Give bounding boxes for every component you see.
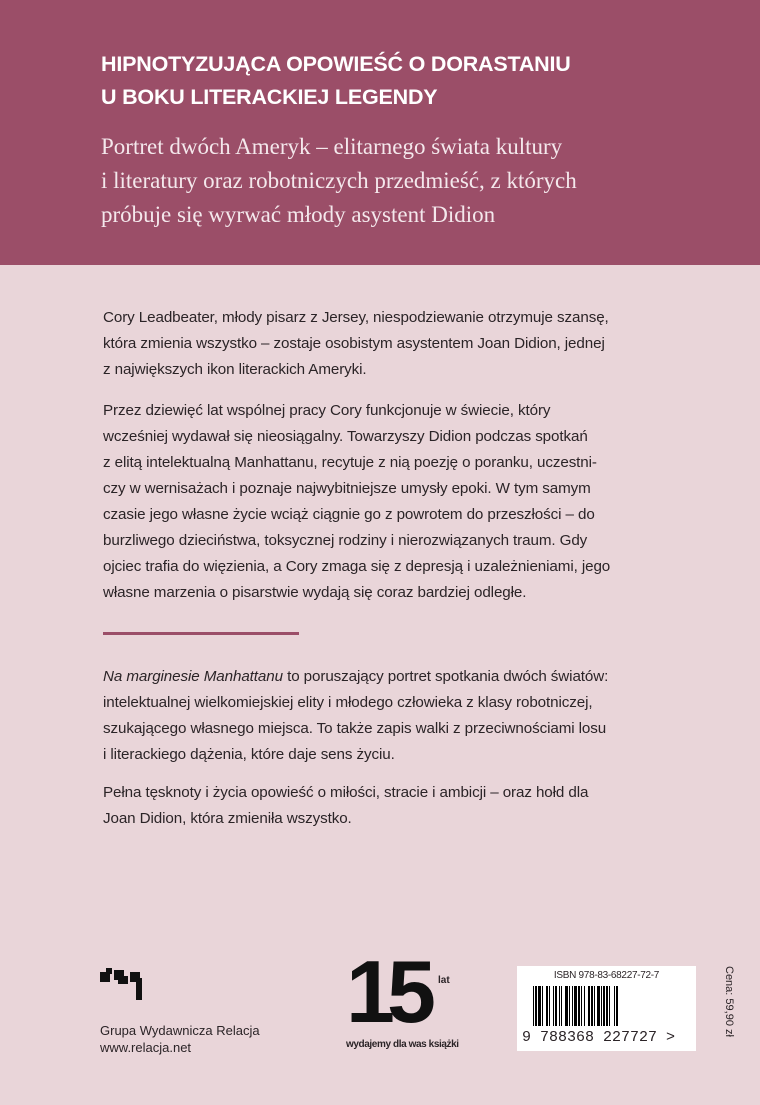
price: Cena: 59,90 zł xyxy=(723,966,735,1037)
anniversary-number: 15 xyxy=(346,942,428,1041)
text-line: z największych ikon literackich Ameryki. xyxy=(103,361,367,378)
paragraph-1 xyxy=(103,305,609,383)
text-line: Przez dziewięć lat wspólnej pracy Cory funkcjonuje w świecie, który xyxy=(103,402,551,419)
subtitle-line: i literatury oraz robotniczych przedmieść, z których xyxy=(101,168,577,193)
text-line: wcześniej wydawał się nieosiągalny. Towarzyszy Didion podczas spotkań xyxy=(103,428,588,445)
text-line: ojciec trafia do więzienia, a Cory zmaga się z depresją i uzależnieniami, jego xyxy=(103,558,611,575)
isbn-text: ISBN 978-83-68227-72-7 xyxy=(553,970,660,981)
publisher-name: Grupa Wydawnicza Relacja xyxy=(100,1023,260,1038)
text-line: Cory Leadbeater, młody pisarz z Jersey, niespodziewanie otrzymuje szansę, xyxy=(103,309,609,326)
paragraph-4 xyxy=(103,780,588,832)
text-line: burzliwego dzieciństwa, toksycznej rodziny i nierozwiązanych traum. Gdy xyxy=(103,532,588,549)
publisher-website: www.relacja.net xyxy=(100,1040,192,1055)
book-title: Na marginesie Manhattanu xyxy=(103,668,283,685)
text-line: Pełna tęsknoty i życia opowieść o miłości, stracie i ambicji – oraz hołd dla xyxy=(103,784,589,801)
text-line: własne marzenia o pisarstwie wydają się coraz bardziej odległe. xyxy=(103,584,527,601)
publisher-info xyxy=(100,1022,260,1056)
barcode-bar xyxy=(618,986,620,1026)
subtitle-line: próbuje się wyrwać młody asystent Didion xyxy=(101,202,496,227)
text-line: która zmienia wszystko – zostaje osobistym asystentem Joan Didion, jednej xyxy=(103,335,605,352)
publisher-logo-icon xyxy=(100,968,148,1002)
isbn-barcode xyxy=(517,966,696,1051)
barcode-digits: 9 788368 227727 > xyxy=(522,1029,676,1046)
text-line: intelektualnej wielkomiejskiej elity i młodego człowieka z klasy robotniczej, xyxy=(103,694,593,711)
text-line: czasie jego własne życie wciąż ciągnie go z powrotem do przeszłości – do xyxy=(103,506,595,523)
text-line: Joan Didion, która zmieniła wszystko. xyxy=(103,810,352,827)
text-line: z elitą intelektualną Manhattanu, recytuje z nią poezję o poranku, uczestni- xyxy=(103,454,597,471)
barcode-bars xyxy=(533,986,620,1026)
subtitle xyxy=(101,130,577,232)
subtitle-line: Portret dwóch Ameryk – elitarnego świata kultury xyxy=(101,134,563,159)
text-line: czy w wernisażach i poznaje najwybitniejsze umysły epoki. W tym samym xyxy=(103,480,591,497)
text-line: i literackiego dążenia, które daje sens życiu. xyxy=(103,746,395,763)
divider xyxy=(103,632,299,635)
paragraph-2 xyxy=(103,398,610,606)
headline xyxy=(101,48,571,114)
anniversary-tagline: wydajemy dla was książki xyxy=(346,1039,459,1050)
headline-line: HIPNOTYZUJĄCA OPOWIEŚĆ O DORASTANIU xyxy=(101,52,571,76)
text-line: szukającego własnego miejsca. To także zapis walki z przeciwnościami losu xyxy=(103,720,607,737)
anniversary-unit: lat xyxy=(438,975,450,986)
paragraph-3 xyxy=(103,664,608,768)
headline-line: U BOKU LITERACKIEJ LEGENDY xyxy=(101,85,438,109)
text-line: to poruszający portret spotkania dwóch światów: xyxy=(282,668,609,685)
